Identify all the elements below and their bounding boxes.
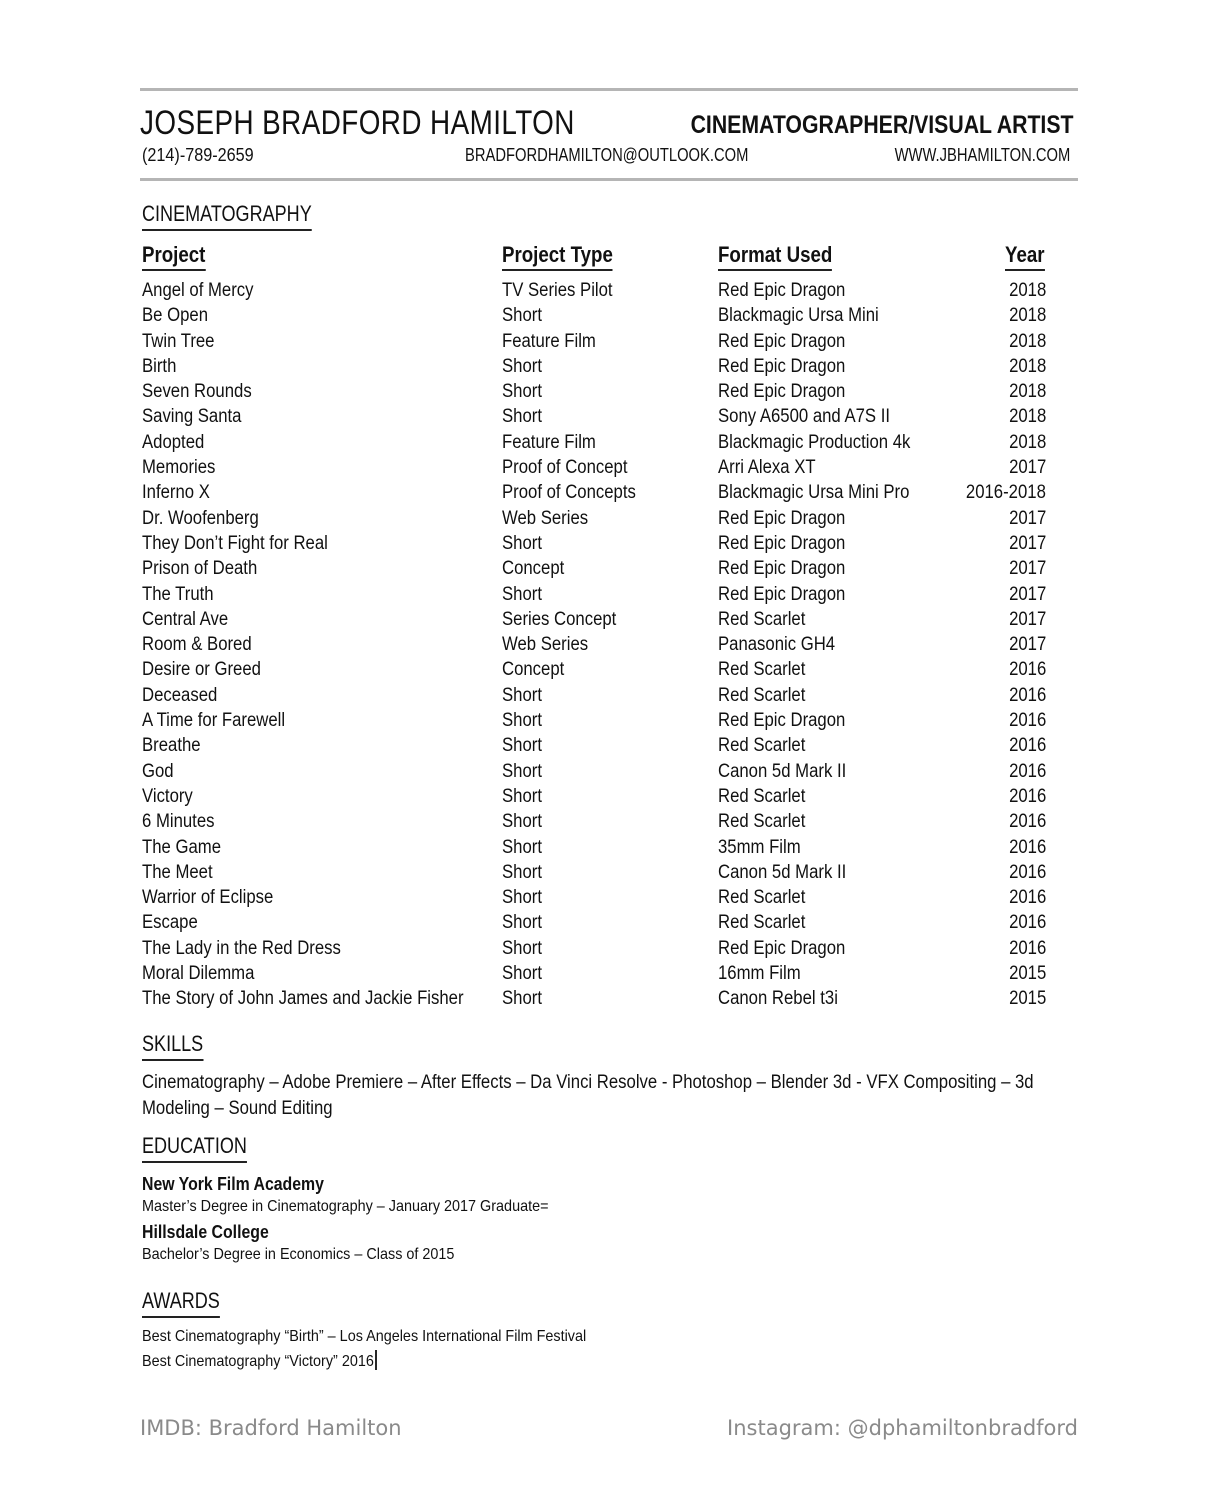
cell-project-type: Proof of Concepts <box>502 482 636 504</box>
skills-heading: SKILLS <box>142 1031 203 1057</box>
table-row <box>142 938 1062 963</box>
cell-format: Red Epic Dragon <box>718 937 846 959</box>
cell-project-type: Short <box>502 583 542 605</box>
cell-project-type: Short <box>502 937 542 959</box>
cell-format: 16mm Film <box>718 963 801 985</box>
education-heading: EDUCATION <box>142 1133 247 1159</box>
cell-year: 2018 <box>1008 355 1046 377</box>
cell-project: The Meet <box>142 861 213 883</box>
cell-project-type: Web Series <box>502 634 589 656</box>
cell-format: Red Epic Dragon <box>718 381 846 403</box>
table-row <box>142 963 1062 988</box>
cell-project: Prison of Death <box>142 558 258 580</box>
cell-format: 35mm Film <box>718 836 801 858</box>
table-row <box>142 609 1062 634</box>
table-row <box>142 912 1062 937</box>
cell-year: 2017 <box>1008 583 1046 605</box>
cell-project: Seven Rounds <box>142 381 252 403</box>
cell-project: Breathe <box>142 735 201 757</box>
cell-project: They Don’t Fight for Real <box>142 532 328 554</box>
table-row <box>142 634 1062 659</box>
cell-format: Red Scarlet <box>718 912 806 934</box>
phone-number: (214)-789-2659 <box>142 145 254 165</box>
cell-project-type: Short <box>502 684 542 706</box>
cell-project-type: Short <box>502 988 542 1010</box>
cell-project: The Truth <box>142 583 214 605</box>
table-row <box>142 710 1062 735</box>
cell-format: Red Epic Dragon <box>718 710 846 732</box>
cell-format: Blackmagic Production 4k <box>718 431 911 453</box>
award-item: Best Cinematography “Victory” 2016 <box>142 1350 377 1371</box>
cell-year: 2018 <box>1008 431 1046 453</box>
cell-year: 2018 <box>1008 280 1046 301</box>
cell-project: Central Ave <box>142 608 229 630</box>
cell-format: Red Epic Dragon <box>718 583 846 605</box>
cell-format: Red Epic Dragon <box>718 330 846 352</box>
table-row <box>142 280 1062 305</box>
cell-format: Red Epic Dragon <box>718 280 846 301</box>
column-header-format: Format Used <box>718 242 832 268</box>
table-row <box>142 862 1062 887</box>
cell-year: 2017 <box>1008 532 1046 554</box>
cell-format: Red Scarlet <box>718 811 806 833</box>
cell-format: Panasonic GH4 <box>718 634 836 656</box>
text-cursor <box>375 1350 377 1370</box>
cell-format: Red Epic Dragon <box>718 558 846 580</box>
cell-format: Red Scarlet <box>718 785 806 807</box>
header-divider <box>140 178 1078 181</box>
table-row <box>142 406 1062 431</box>
cell-year: 2017 <box>1008 457 1046 479</box>
cell-year: 2017 <box>1008 558 1046 580</box>
cell-format: Red Scarlet <box>718 887 806 909</box>
job-title: CINEMATOGRAPHER/VISUAL ARTIST <box>690 111 1073 139</box>
cell-year: 2017 <box>1008 507 1046 529</box>
table-row <box>142 584 1062 609</box>
cell-project-type: Short <box>502 836 542 858</box>
cell-year: 2016 <box>1008 735 1046 757</box>
table-row <box>142 381 1062 406</box>
cell-year: 2016 <box>1008 836 1046 858</box>
cell-project: Angel of Mercy <box>142 280 254 301</box>
email-address: BRADFORDHAMILTON@OUTLOOK.COM <box>465 145 749 165</box>
cell-project-type: Short <box>502 355 542 377</box>
cell-year: 2018 <box>1008 381 1046 403</box>
cell-format: Red Scarlet <box>718 608 806 630</box>
cell-format: Canon Rebel t3i <box>718 988 838 1010</box>
cell-project-type: Feature Film <box>502 330 596 352</box>
skills-list: Cinematography – Adobe Premiere – After Effects – Da Vinci Resolve - Photoshop – Blender 3d - VFX Compositing – 3d Modeling – Sound Editing <box>142 1072 1034 1119</box>
cell-project: Adopted <box>142 431 205 453</box>
cell-year: 2015 <box>1008 963 1046 985</box>
cell-year: 2016 <box>1008 937 1046 959</box>
cell-project: Dr. Woofenberg <box>142 507 259 529</box>
cell-project-type: Short <box>502 710 542 732</box>
imdb-link: IMDB: Bradford Hamilton <box>140 1416 402 1440</box>
table-row <box>142 482 1062 507</box>
column-header-project: Project <box>142 242 205 268</box>
cell-project-type: Concept <box>502 659 565 681</box>
school-name: New York Film Academy <box>142 1174 324 1194</box>
cell-year: 2016 <box>1008 861 1046 883</box>
cell-format: Arri Alexa XT <box>718 457 816 479</box>
cell-year: 2016 <box>1008 760 1046 782</box>
cell-year: 2016-2018 <box>966 482 1046 504</box>
column-header-project-type: Project Type <box>502 242 613 268</box>
cell-project-type: Proof of Concept <box>502 457 628 479</box>
cell-project-type: Short <box>502 785 542 807</box>
instagram-handle: Instagram: @dphamiltonbradford <box>727 1416 1078 1440</box>
table-row <box>142 457 1062 482</box>
cell-project-type: Short <box>502 532 542 554</box>
person-name: JOSEPH BRADFORD HAMILTON <box>140 104 575 142</box>
cell-year: 2018 <box>1008 305 1046 327</box>
cell-format: Red Scarlet <box>718 684 806 706</box>
cell-project: Be Open <box>142 305 208 327</box>
awards-heading: AWARDS <box>142 1288 220 1314</box>
table-row <box>142 558 1062 583</box>
cinematography-table <box>142 280 1062 1014</box>
cell-project: Saving Santa <box>142 406 242 428</box>
column-header-year: Year <box>1005 242 1045 268</box>
cell-project: Room & Bored <box>142 634 252 656</box>
cell-project-type: Web Series <box>502 507 589 529</box>
cell-project-type: Short <box>502 963 542 985</box>
cell-project: God <box>142 760 174 782</box>
table-row <box>142 356 1062 381</box>
cell-project-type: Short <box>502 760 542 782</box>
cell-project-type: Short <box>502 912 542 934</box>
cell-format: Blackmagic Ursa Mini Pro <box>718 482 910 504</box>
table-row <box>142 786 1062 811</box>
cell-year: 2016 <box>1008 811 1046 833</box>
cell-format: Blackmagic Ursa Mini <box>718 305 879 327</box>
cell-project-type: Short <box>502 305 542 327</box>
cell-format: Red Epic Dragon <box>718 507 846 529</box>
table-row <box>142 887 1062 912</box>
award-item: Best Cinematography “Birth” – Los Angeles International Film Festival <box>142 1328 587 1345</box>
cinematography-heading: CINEMATOGRAPHY <box>142 201 312 227</box>
cell-project: Inferno X <box>142 482 210 504</box>
website-url: WWW.JBHAMILTON.COM <box>894 145 1070 165</box>
cell-format: Red Scarlet <box>718 659 806 681</box>
cell-project: Escape <box>142 912 198 934</box>
cell-project-type: Short <box>502 887 542 909</box>
school-name: Hillsdale College <box>142 1222 269 1242</box>
table-row <box>142 685 1062 710</box>
cell-year: 2016 <box>1008 785 1046 807</box>
cell-project: Warrior of Eclipse <box>142 887 274 909</box>
cell-year: 2017 <box>1008 608 1046 630</box>
cell-format: Canon 5d Mark II <box>718 760 847 782</box>
cell-project: Birth <box>142 355 177 377</box>
cell-project-type: Short <box>502 381 542 403</box>
cell-project: The Lady in the Red Dress <box>142 937 341 959</box>
cell-project: The Game <box>142 836 221 858</box>
table-row <box>142 761 1062 786</box>
table-row <box>142 837 1062 862</box>
table-row <box>142 508 1062 533</box>
cell-project-type: TV Series Pilot <box>502 280 613 301</box>
cell-year: 2018 <box>1008 406 1046 428</box>
cell-year: 2016 <box>1008 710 1046 732</box>
table-row <box>142 735 1062 760</box>
cell-format: Red Epic Dragon <box>718 532 846 554</box>
table-row <box>142 432 1062 457</box>
cell-year: 2015 <box>1008 988 1046 1010</box>
table-row <box>142 988 1062 1013</box>
cell-year: 2018 <box>1008 330 1046 352</box>
cell-project: Deceased <box>142 684 218 706</box>
degree-detail: Master’s Degree in Cinematography – January 2017 Graduate= <box>142 1198 549 1215</box>
table-row <box>142 533 1062 558</box>
cell-year: 2016 <box>1008 912 1046 934</box>
cell-project: Memories <box>142 457 216 479</box>
cell-project: The Story of John James and Jackie Fisher <box>142 988 464 1010</box>
table-row <box>142 305 1062 330</box>
cell-year: 2016 <box>1008 887 1046 909</box>
table-row <box>142 331 1062 356</box>
cell-project: 6 Minutes <box>142 811 215 833</box>
table-row <box>142 659 1062 684</box>
cell-project: Desire or Greed <box>142 659 261 681</box>
cell-project-type: Concept <box>502 558 565 580</box>
cell-format: Red Scarlet <box>718 735 806 757</box>
cell-project: Twin Tree <box>142 330 215 352</box>
cell-year: 2016 <box>1008 659 1046 681</box>
cell-format: Red Epic Dragon <box>718 355 846 377</box>
cell-project-type: Short <box>502 735 542 757</box>
cell-project-type: Short <box>502 861 542 883</box>
cell-year: 2016 <box>1008 684 1046 706</box>
cell-project: Moral Dilemma <box>142 963 255 985</box>
cell-project-type: Series Concept <box>502 608 617 630</box>
table-row <box>142 811 1062 836</box>
cell-format: Canon 5d Mark II <box>718 861 847 883</box>
cell-project-type: Feature Film <box>502 431 596 453</box>
cell-project-type: Short <box>502 406 542 428</box>
cell-project-type: Short <box>502 811 542 833</box>
cell-project: Victory <box>142 785 193 807</box>
top-divider <box>140 88 1078 91</box>
degree-detail: Bachelor’s Degree in Economics – Class of 2015 <box>142 1246 455 1263</box>
cell-project: A Time for Farewell <box>142 710 286 732</box>
cell-year: 2017 <box>1008 634 1046 656</box>
cell-format: Sony A6500 and A7S II <box>718 406 890 428</box>
